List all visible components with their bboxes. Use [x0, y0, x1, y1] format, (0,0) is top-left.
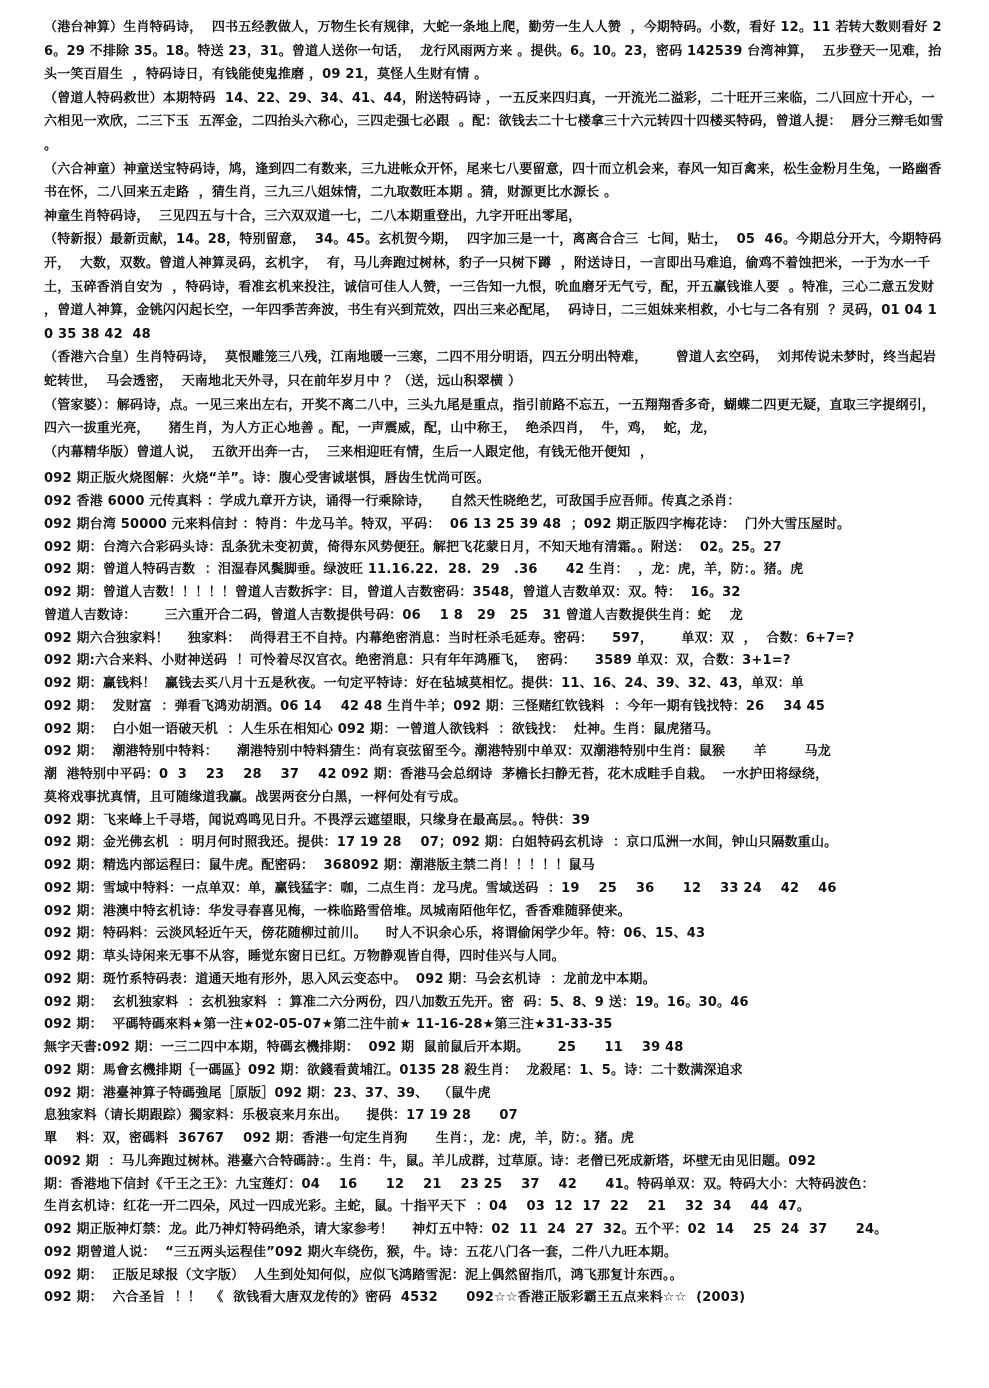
text-line: 092 期：馬會玄機排期｛一碼區｝092 期：欲錢看黄埔江。0135 28 殺生肖： 龙殺尾：1、5。诗：二十数满深追求 [44, 1062, 743, 1078]
text-line: 無字天書:092 期：一三二四中本期，特碼玄機排期： 092 期 鼠前鼠后开本期。 25 11 39 48 [44, 1040, 684, 1056]
text-line: 092 期：特码料：云淡风轻近午天，傍花随柳过前川。 时人不识余心乐，将谓偷闲学少年。特：06、15、43 [44, 926, 706, 942]
text-line: 092 期：港臺神算子特碼強尾［原版］092 期：23、37、39、 （鼠牛虎 [44, 1085, 491, 1101]
text-line: 092 期：斑竹系特码表：道通天地有形外，思入风云变态中。 092 期：马会玄机诗 ：龙前龙中本期。 [44, 971, 656, 987]
paragraph-te-xin-bao: （特新报）最新贡献，14。28，特别留意， 34。45。玄机贺今期， 四字加三是一十，离离合合三 七间，贴士， 05 46。今期总分开大，今期特码开， 大数，双数。曾道人神算灵码，玄机字， 有，马儿奔跑过树林，豹子一只树下蹲 ，附送诗日，一言即出马难追，偷鸡不着蚀把米，一于为水一千土，玉碎香消自安为 ，特码诗，看准玄机来投注，诚信可佳人人赞，一三告知一九恨，吮血磨牙无气亏，配，开五赢钱谁人要 。特准，三心二意五发财 ，曾道人神算，金铫闪闪起长空，一年四季苦奔波，书生有兴到荒效，四出三来必配尾， 码诗日，二三姐妹来相救，小七与二各有别 ？灵码，01 04 10 35 38 42 48 [44, 232, 942, 342]
text-line: 092 期：港澳中特玄机诗：华发寻春喜见梅，一株临路雪倍堆。凤城南陌他年忆，香香难随驿使来。 [44, 903, 631, 919]
text-line: 092 香港 6000 元传真料 ：学成九章开方诀，诵得一行乘除诗， 自然天性晓绝艺，可敌国手应吾师。传真之杀肖： [44, 494, 741, 510]
paragraph-hongkong-liuhe-huang: （香港六合皇）生肖特码诗， 莫恨雕笼三八残，江南地暖一三寒，二四不用分明语，四五分明出特难， 曾道人玄空码， 刘邦传说未梦时，终当起岩蛇转世， 马会透密， 天南地北天外寻，只在前年岁月中 ？（送，远山积翠横 ） [44, 350, 937, 389]
text-line: 生肖玄机诗：红花一开二四朵，风过一四成光彩。主蛇，鼠。十指平天下 ：04 03 12 17 22 21 32 34 44 47。 [44, 1199, 811, 1215]
text-line: 092 期曾道人说： “三五两头运程佳”092 期火车绕伤，猴，牛。诗：五花八门各一套，二件八九旺本期。 [44, 1244, 678, 1260]
text-line: 期：香港地下信封《千王之王》：九宝莲灯：04 16 12 21 23 25 37 42 41。特码单双：双。特码大小：大特码波色： [44, 1176, 875, 1192]
text-line: 092 期： 发财富 ：弹看飞鸿劝胡酒。06 14 42 48 生肖牛羊；092 期：三怪赌红钦钱料 ：今年一期有钱找特：26 34 45 [44, 698, 826, 714]
text-line: 092 期正版神灯禁：龙。此乃神灯特码绝杀，请大家参考！ 神灯五中特：02 11 24 27 32。五个平：02 14 25 24 37 24。 [44, 1222, 888, 1238]
text-line: 092 期： 正版足球报（文字版） 人生到处知何似，应似飞鸿踏雪泥：泥上偶然留指爪，鸿飞那复计东西。。 [44, 1267, 683, 1283]
text-line: 092 期：曾道人特码吉数 ：泪湿春风鬓脚垂。绿波旺 11.16.22. 28. 29 .36 42 生肖： ，龙：虎，羊，防：。猪。虎 [44, 562, 804, 578]
text-line: 092 期六合独家料！ 独家料： 尚得君王不自持。内幕绝密消息：当时枉杀毛延寿。密码： 597， 单双：双 ， 合数：6+7=? [44, 630, 855, 646]
text-line: 092 期：精选内部运程曰：鼠牛虎。配密码： 368092 期：潮港版主禁二肖！！！！！鼠马 [44, 858, 595, 874]
paragraph-guanjia-po: （管家婆）：解码诗，点。一见三来出左右，开奖不离二八中，三头九尾是重点，指引前路不忘五，一五翔翔香多奇，蝴蝶二四更无疑，直取三字提纲引，四六一拔重光亮， 猪生肖，为人方正心地善 。配，一声震威，配，山中称王， 绝杀四肖， 牛，鸡， 蛇，龙， [44, 397, 936, 437]
text-line: 092 期：金光佛玄机 ：明月何时照我还。提供：17 19 28 07；092 期：白姐特码玄机诗 ：京口瓜洲一水间，钟山只隔数重山。 [44, 835, 838, 851]
text-line: 092 期： 潮港特别中特料： 潮港特别中特料猜生：尚有哀弦留至今。潮港特别中单双：双潮港特别中生肖：鼠猴 羊 马龙 [44, 744, 831, 760]
text-line: 092 期正版火烧图解：火烧“羊”。诗：腹心受害诚堪惧，唇齿生忧尚可医。 [44, 471, 490, 487]
text-line: 092 期：草头诗闲来无事不从容，睡觉东窗日已红。万物静观皆自得，四时佳兴与人同。 [44, 949, 565, 965]
text-line: 潮 港特别中平码：0 3 23 28 37 42 092 期：香港马会总纲诗 茅檐长扫静无苔，花木成畦手自栽。 一水护田将绿绕， [44, 767, 829, 783]
text-line: 092 期：雪域中特料：一点单双：单，赢钱猛字：咖，二点生肖：龙马虎。雪域送码 ：19 25 36 12 33 24 42 46 [44, 880, 837, 896]
text-line: 092 期： 平碼特碼來料★第一注★02-05-07★第二注牛前★ 11-16-28★第三注★31-33-35 [44, 1017, 613, 1033]
text-line: 092 期：曾道人吉数！！！！！曾道人吉数拆字：目，曾道人吉数密码：3548，曾道人吉数单双：双。特： 16。32 [44, 585, 741, 601]
paragraph-hongkong-taiwan-oracle: （港台神算）生肖特码诗， 四书五经教做人，万物生长有规律，大蛇一条地上爬，勤劳一生人人赞 ，今期特码。小数，看好 12。11 若转大数则看好 26。29 不排除 35。18。特送 23，31。曾道人送你一句话， 龙行风雨两方来 。提供。6。10。23，密码 142539 台湾神算， 五步登天一见难，抬头一笑百眉生 ，特码诗日，有钱能使鬼推磨 ，09 21，莫怪人生财有情 。 [44, 20, 942, 83]
text-line: 092 期：飞来峰上千寻塔，闻说鸡鸣见日升。不畏浮云遮望眼，只缘身在最高层。。特供：39 [44, 812, 591, 828]
text-line: 0092 期 ：马儿奔跑过树林。港臺六合特碼詩：。生肖：牛，鼠。羊儿成群，过草原。诗：老僧已死成新塔，坏壁无由见旧题。092 [44, 1153, 816, 1169]
text-line: 單 料：双，密碼料 36767 092 期：香港一句定生肖狗 生肖：，龙：虎，羊，防：。猪。虎 [44, 1131, 635, 1147]
paragraph-zeng-daoren-rescue: （曾道人特码救世）本期特码 14、22、29、34、41、44，附送特码诗 ，一五反来四归真，一开流光二溢彩，二十旺开三来临，二八回应十开心，一六相见一欢欣，二三下玉 五浑金，二四抬头六称心，三四走强七必跟 。配：欲钱去二十七楼拿三十六元转四十四楼买特码，曾道人提： 唇分三辩毛如雪 。 [44, 90, 949, 153]
paragraph-liuhe-shentong: （六合神童）神童送宝特码诗，鸠，逢到四二有数来，三九进帐众开怀，尾来七八要留意，四十而立机会来，春风一知百禽来，松生金粉月生兔，一路幽香书在怀，二八回来五走路 ，猜生肖，三九三八姐妹情，二九取数旺本期 。猜，财源更比水源长 。 [44, 161, 942, 201]
lottery-document [44, 16, 949, 1310]
text-line: 092 期台湾 50000 元来料信封 ：特肖：牛龙马羊。特双，平码： 06 13 25 39 48 ；092 期正版四字梅花诗： 门外大雪压屋时。 [44, 516, 851, 532]
text-line: 092 期:六合来料、小财神送码 ！可怜着尽汉宫衣。绝密消息：只有年年鸿雁飞， 密码： 3589 单双：双，合数：3+1=? [44, 653, 791, 669]
text-line: 息独家料（请长期跟踪）獨家料：乐极哀来月东出。 提供：17 19 28 07 [44, 1108, 518, 1124]
text-line: 092 期： 玄机独家料 ：玄机独家料 ：算准二六分两份，四八加数五先开。密 码：5、8、9 送：19。16。30。46 [44, 994, 749, 1010]
text-line: 曾道人吉数诗： 三六重开合二码，曾道人吉数提供号码：06 1 8 29 25 31 曾道人吉数提供生肖：蛇 龙 [44, 607, 744, 623]
issue-092-lines [44, 468, 944, 1310]
text-line: 092 期： 白小姐一语破天机 ：人生乐在相知心 092 期：一曾道人欲钱料 ：欲钱找： 灶神。生肖：鼠虎猪马。 [44, 721, 720, 737]
text-line: 092 期：台湾六合彩码头诗：乱条犹未变初黄，倚得东风势便狂。解把飞花蒙日月，不知天地有清霜。。附送： 02。25。27 [44, 539, 782, 555]
text-line: 092 期： 六合圣旨 ！！ 《 欲钱看大唐双龙传的》密码 4532 092☆☆香港正版彩霸王五点来料☆☆ (2003) [44, 1290, 746, 1306]
text-line: 092 期：赢钱料！ 赢钱去买八月十五是秋夜。一句定平特诗：好在毡城莫相忆。提供：11、16、24、39、32、43，单双：单 [44, 676, 805, 692]
text-line: 莫将戏事扰真情，且可随缘道我赢。战罢两奁分白黑，一枰何处有亏成。 [44, 789, 467, 805]
paragraph-neimu-jinghua: （内幕精华版）曾道人说， 五欲开出奔一古， 三来相迎旺有情，生后一人跟定他，有钱无他开便知 ， [44, 444, 654, 460]
paragraph-shentong-zodiac: 神童生肖特码诗， 三见四五与十合，三六双双道一七，二八本期重登出，九字开旺出零尾， [44, 208, 582, 224]
